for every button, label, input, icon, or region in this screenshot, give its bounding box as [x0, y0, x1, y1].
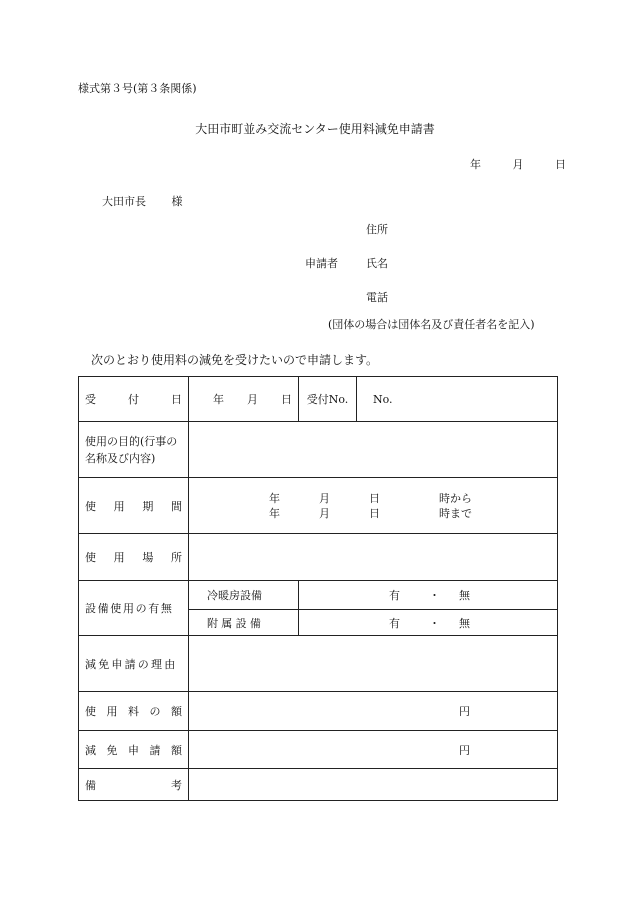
reduction-label: 減 免 申 請 額 [79, 731, 189, 769]
document-title: 大田市町並み交流センター使用料減免申請書 [195, 122, 435, 136]
receipt-no-field[interactable]: No. [357, 377, 558, 422]
intro-text: 次のとおり使用料の減免を受けたいので申請します。 [91, 353, 379, 367]
form-number: 様式第３号(第３条関係) [78, 82, 197, 95]
purpose-field[interactable] [189, 422, 558, 478]
date-year: 年 [470, 158, 481, 171]
receipt-label: 受 付 日 [79, 377, 189, 422]
equipment-row-1 [79, 581, 558, 610]
name-label: 氏名 [366, 257, 388, 270]
place-field[interactable] [189, 534, 558, 581]
equipment-name-1: 冷暖房設備 [189, 581, 299, 610]
equipment-choice-1[interactable]: 有 ・ 無 [299, 581, 558, 610]
fee-label: 使 用 料 の 額 [79, 692, 189, 731]
remarks-field[interactable] [189, 769, 558, 801]
purpose-row [79, 422, 558, 478]
remarks-label: 備 考 [79, 769, 189, 801]
applicant-label: 申請者 [305, 257, 338, 270]
equipment-label: 設備使用の有無 [79, 581, 189, 636]
period-field[interactable]: 年 月 日 時から 年 月 日 時まで [189, 478, 558, 534]
address-label: 住所 [366, 223, 388, 236]
fee-row [79, 692, 558, 731]
application-table [78, 376, 558, 801]
equipment-choice-2[interactable]: 有 ・ 無 [299, 610, 558, 636]
reason-row [79, 636, 558, 692]
phone-label: 電話 [366, 291, 388, 304]
addressee-honorific: 様 [171, 195, 183, 208]
date-month: 月 [512, 158, 524, 171]
date-line [470, 156, 566, 172]
fee-field[interactable]: 円 [189, 692, 558, 731]
addressee-name: 大田市長 [102, 195, 146, 208]
applicant-note: (団体の場合は団体名及び責任者名を記入) [328, 318, 535, 331]
period-row [79, 478, 558, 534]
place-row [79, 534, 558, 581]
reduction-row [79, 731, 558, 769]
reason-field[interactable] [189, 636, 558, 692]
reason-label: 減免申請の理由 [79, 636, 189, 692]
receipt-no-label: 受付No. [299, 377, 357, 422]
date-day: 日 [555, 158, 566, 171]
receipt-date-field[interactable]: 年 月 日 [189, 377, 299, 422]
remarks-row [79, 769, 558, 801]
equipment-name-2: 附属設備 [189, 610, 299, 636]
purpose-label: 使用の目的(行事の名称及び内容) [79, 422, 189, 478]
addressee [102, 193, 183, 209]
place-label: 使 用 場 所 [79, 534, 189, 581]
period-label: 使 用 期 間 [79, 478, 189, 534]
receipt-row [79, 377, 558, 422]
reduction-field[interactable]: 円 [189, 731, 558, 769]
